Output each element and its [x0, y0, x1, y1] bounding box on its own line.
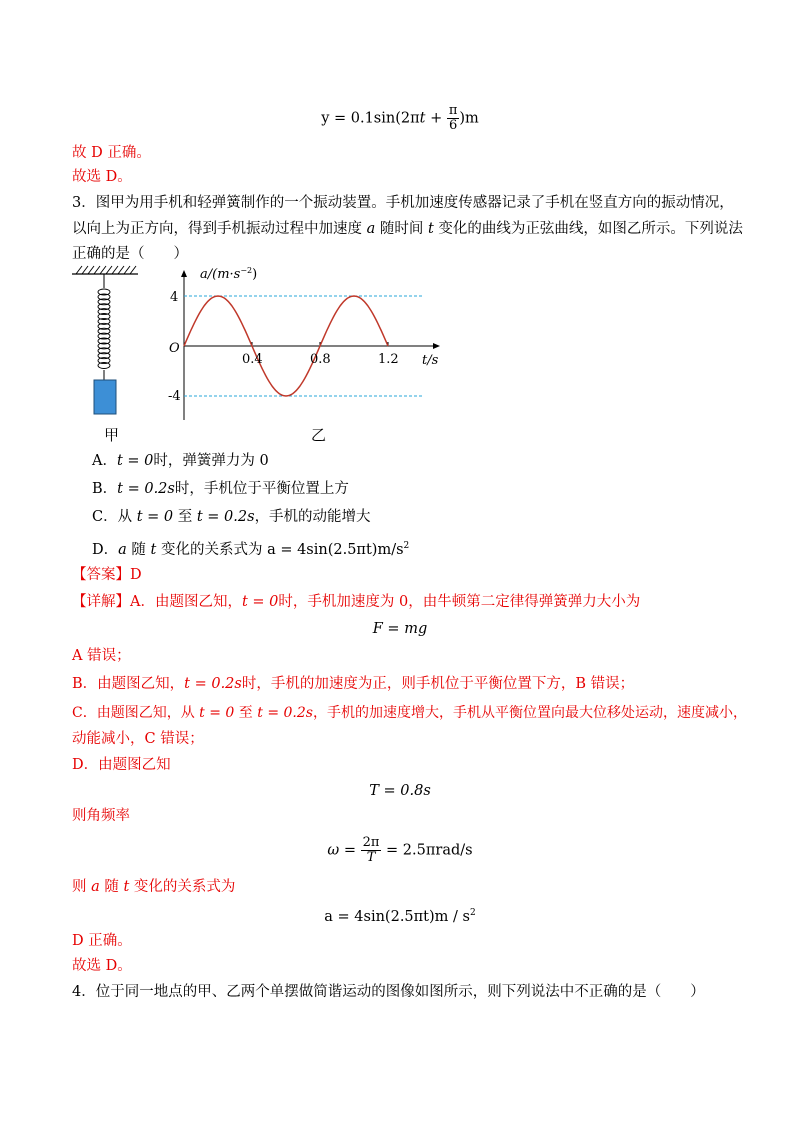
prev-conclusion: 故 D 正确。 [72, 145, 151, 161]
pi-over-six-fraction: $\frac{\pi}{6}$ [448, 103, 458, 133]
explain-d-right: D 正确。 [72, 933, 132, 949]
top-formula: y = 0.1sin(2πt + $\frac{\pi}{6}$ )m [321, 103, 479, 133]
x-tick-label-0.4: 0.4 [242, 352, 263, 367]
figure-label-jia: 甲 [104, 426, 120, 444]
question3-line1: 3．图甲为用手机和轻弹簧制作的一个振动装置。手机加速度传感器记录了手机在竖直方向的振动情况， [72, 195, 734, 211]
explain-a-wrong: A 错误； [72, 648, 131, 664]
equation-period: T = 0.8s [369, 783, 431, 799]
answer-line: 【答案】D [72, 567, 142, 583]
y-axis-arrow [181, 270, 187, 277]
x-tick-labels [242, 352, 399, 367]
option-b[interactable]: B．t = 0.2s时，手机位于平衡位置上方 [92, 481, 349, 497]
option-a[interactable]: A．t = 0时，弹簧弹力为 0 [92, 453, 269, 469]
omega-intro: 则角频率 [72, 808, 130, 824]
y-tick-label-4: 4 [170, 290, 179, 305]
option-d[interactable]: D．a 随 t 变化的关系式为 $a = 4\sin(2.5\pi t)m/s^2$ [92, 541, 410, 558]
acceleration-chart [160, 262, 460, 442]
explain-c-line2: 动能减小，C 错误； [72, 731, 204, 747]
equation-omega: ω = $\frac{2\pi}{T}$ = 2.5πrad/s [327, 835, 473, 865]
relation-intro: 则 a 随 t 变化的关系式为 [72, 879, 236, 895]
explain-b: B．由题图乙知，t = 0.2s时，手机的加速度为正，则手机位于平衡位置下方，B 错误； [72, 676, 635, 692]
spring-coil [98, 289, 110, 369]
x-tick-label-1.2: 1.2 [378, 352, 399, 367]
equation-relation: $a = 4\sin(2.5\pi t)m / s^2$ [324, 908, 476, 925]
x-tick-label-0.8: 0.8 [310, 352, 331, 367]
x-axis-arrow [433, 343, 440, 349]
question3-line3: 正确的是（ ） [72, 246, 188, 262]
ceiling-hatch [76, 266, 136, 274]
explain-d: D．由题图乙知 [72, 757, 171, 773]
prev-choice: 故选 D。 [72, 169, 132, 185]
figure-label-yi: 乙 [311, 426, 327, 444]
question4-line1: 4．位于同一地点的甲、乙两个单摆做简谐运动的图像如图所示，则下列说法中不正确的是（ ） [72, 984, 705, 1000]
question3-line2: 以向上为正方向，得到手机振动过程中加速度 a 随时间 t 变化的曲线为正弦曲线，如图乙所示。下列说法 [72, 221, 743, 237]
x-axis-label: t/s [422, 353, 439, 368]
explain-a: 【详解】A．由题图乙知，t = 0时，手机加速度为 0，由牛顿第二定律得弹簧弹力大小为 [72, 594, 641, 610]
phone-block [94, 380, 116, 414]
origin-label: O [169, 341, 180, 356]
option-c[interactable]: C．从 t = 0 至 t = 0.2s，手机的动能增大 [92, 509, 371, 525]
explain-choose: 故选 D。 [72, 958, 132, 974]
equation-f-mg: F = mg [372, 621, 428, 637]
y-axis-label: $a/(m\cdot s^{-2})$ [200, 266, 258, 282]
explain-c: C．由题图乙知，从 t = 0 至 t = 0.2s，手机的加速度增大，手机从平衡位置向最大位移处运动，速度减小， [72, 705, 747, 721]
spring-device-figure [70, 262, 150, 442]
y-tick-label-neg4: -4 [168, 389, 181, 404]
two-pi-over-t-fraction: $\frac{2\pi}{T}$ [362, 835, 380, 865]
